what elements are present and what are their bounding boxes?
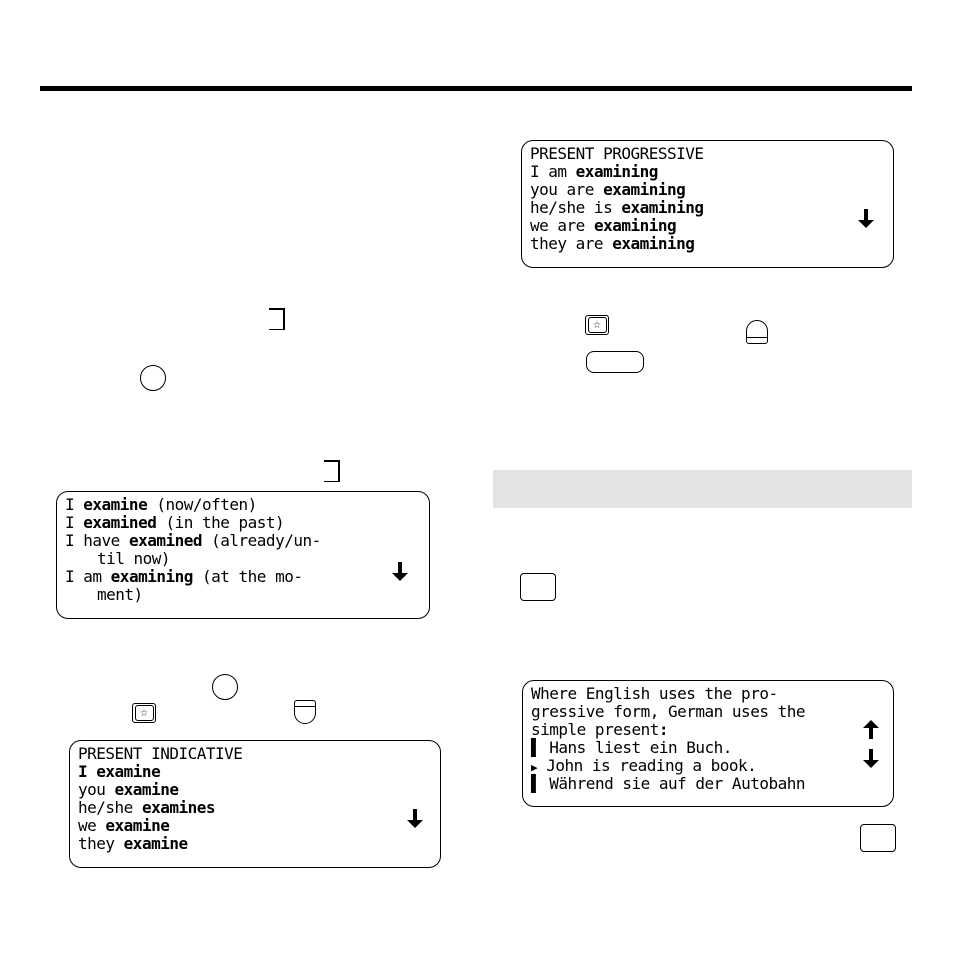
screen-line: I examine (now/often): [65, 495, 257, 514]
screen-line: I am examining (at the mo-: [65, 567, 303, 586]
screen-verb-forms: [56, 491, 430, 619]
screen-line: I examined (in the past): [65, 513, 285, 532]
down-arrow-icon: [405, 809, 425, 829]
screen-german-note: [522, 680, 894, 807]
screen-line: Where English uses the pro-: [531, 684, 778, 703]
cursor-triangle-icon: ▶: [531, 761, 538, 774]
block-bullet-icon: ▌: [531, 774, 541, 793]
screen-line: you are examining: [530, 180, 686, 199]
star-key-icon: ☆: [132, 703, 156, 723]
screen-line: we examine: [78, 816, 170, 835]
down-arrow-icon: [856, 209, 876, 229]
screen-line: til now): [97, 549, 171, 568]
block-bullet-icon: ▌: [531, 738, 541, 757]
screen-line: ▶ John is reading a book.: [531, 756, 757, 775]
screen-title: PRESENT INDICATIVE: [78, 744, 243, 763]
screen-title: PRESENT PROGRESSIVE: [530, 144, 704, 163]
screen-line: ▌ Hans liest ein Buch.: [531, 738, 732, 757]
corner-key-icon: [269, 308, 285, 330]
screen-line: they examine: [78, 834, 188, 853]
section-band: [493, 470, 912, 508]
square-key-icon: [520, 573, 556, 601]
circle-key-icon: [140, 365, 166, 391]
screen-line: he/she examines: [78, 798, 215, 817]
up-arrow-icon: [861, 719, 881, 739]
wide-key-icon: [586, 351, 644, 373]
circle-key-icon: [212, 674, 238, 700]
screen-line: I examine: [78, 762, 161, 781]
star-key-icon: ☆: [585, 315, 609, 335]
corner-key-icon: [324, 460, 340, 482]
dome-key-icon: [746, 320, 768, 344]
screen-line: they are examining: [530, 234, 695, 253]
screen-line: I have examined (already/un-: [65, 531, 321, 550]
screen-line: you examine: [78, 780, 179, 799]
screen-line: he/she is examining: [530, 198, 704, 217]
screen-present-progressive: [521, 140, 894, 268]
screen-line: gressive form, German uses the: [531, 702, 805, 721]
down-arrow-icon: [861, 749, 881, 769]
square-key-icon: [860, 824, 896, 852]
screen-line: I am examining: [530, 162, 658, 181]
screen-line: ment): [97, 585, 143, 604]
screen-present-indicative: [69, 740, 441, 868]
screen-line: simple present:: [531, 720, 668, 739]
header-rule: [40, 86, 912, 91]
screen-line: we are examining: [530, 216, 677, 235]
down-arrow-icon: [390, 562, 410, 582]
bowl-key-icon: [294, 700, 316, 724]
screen-line: ▌ Während sie auf der Autobahn: [531, 774, 805, 793]
